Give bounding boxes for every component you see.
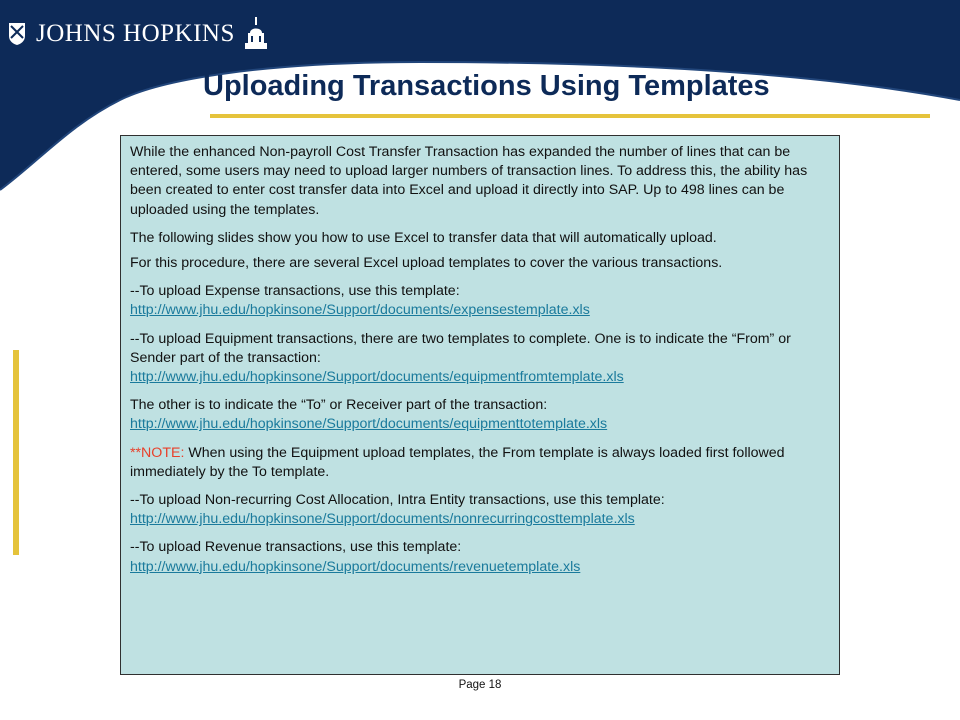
equipment-instruction: --To upload Equipment transactions, there are two templates to complete. One is to indicate the “From” or Sender part of the transaction: [130,330,791,366]
equipment-from-template-link[interactable]: http://www.jhu.edu/hopkinsone/Support/documents/equipmentfromtemplate.xls [130,369,624,386]
expense-instruction: --To upload Expense transactions, use this template: [130,283,460,300]
accent-bar [13,350,19,555]
slide-title: Uploading Transactions Using Templates [203,70,770,102]
following-paragraph: The following slides show you how to use Excel to transfer data that will automatically upload. [130,229,717,246]
expense-template-link[interactable]: http://www.jhu.edu/hopkinsone/Support/documents/expensestemplate.xls [130,302,590,319]
nonrecurring-template-link[interactable]: http://www.jhu.edu/hopkinsone/Support/documents/nonrecurringcosttemplate.xls [130,511,635,528]
equipment-to-template-link[interactable]: http://www.jhu.edu/hopkinsone/Support/documents/equipmenttotemplate.xls [130,416,608,433]
note-label: **NOTE: [130,444,185,461]
dome-icon [243,17,269,51]
procedure-paragraph: For this procedure, there are several Excel upload templates to cover the various transactions. [130,255,723,272]
intro-paragraph: While the enhanced Non-payroll Cost Transfer Transaction has expanded the number of lines that can be entered, some users may need to upload larger numbers of transaction lines. To address this, the ability has been created to enter cost transfer data into Excel and upload it directly into SAP. Up to 498 lines can be uploaded using the templates. [130,144,808,218]
revenue-template-link[interactable]: http://www.jhu.edu/hopkinsone/Support/documents/revenuetemplate.xls [130,558,581,575]
page-number: Page 18 [458,679,502,691]
note-paragraph [130,444,829,482]
logo-text: JOHNS HOPKINS [36,20,235,47]
johns-hopkins-logo [8,14,269,54]
nonrecurring-instruction: --To upload Non-recurring Cost Allocation, Intra Entity transactions, use this template: [130,492,665,509]
equipment-to-instruction: The other is to indicate the “To” or Receiver part of the transaction: [130,397,548,414]
revenue-instruction: --To upload Revenue transactions, use this template: [130,539,462,556]
shield-icon [8,22,26,46]
note-text: When using the Equipment upload templates, the From template is always loaded first followed immediately by the To template. [130,444,785,480]
content-box [120,135,840,675]
